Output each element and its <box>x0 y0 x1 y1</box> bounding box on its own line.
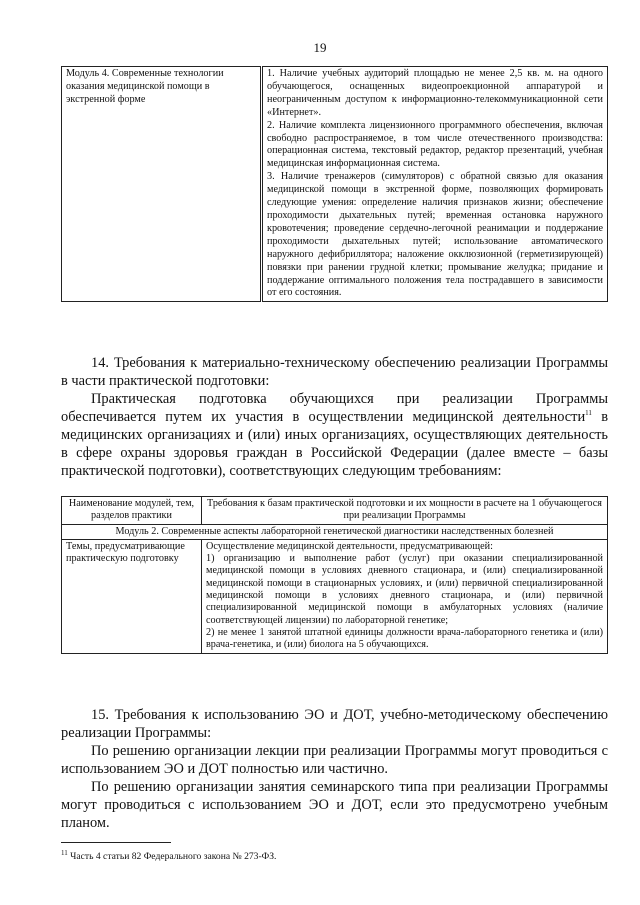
section-14-paragraph <box>61 390 608 480</box>
footnote-marker: 11 <box>61 848 68 857</box>
footnote-text: Часть 4 статьи 82 Федерального закона № 273-ФЗ. <box>67 851 277 862</box>
section-14-heading: 14. Требования к материально-техническому обеспечению реализации Программы в части практической подготовки: <box>61 355 608 389</box>
section-14 <box>61 354 608 480</box>
practice-bases-table <box>61 496 608 654</box>
footnote <box>61 848 277 862</box>
module-name-cell: Модуль 4. Современные технологии оказания медицинской помощи в экстренной форме <box>62 67 262 302</box>
requirement-item-1: 1) организацию и выполнение работ (услуг) при оказании специализированной медицинской помощи в условиях дневного стационара, и (или) специализированной медицинской помощи в стационарных условиях, и (или) первичной специализированной медицинской помощи в условиях дневного стационара, и (или) первичной специализированной медицинской помощи в амбулаторных условиях (наличие соответствующей лицензии) по лабораторной генетике; <box>206 553 603 626</box>
col1-header: Наименование модулей, тем, разделов практики <box>62 497 202 525</box>
section-15-paragraph-2: По решению организации занятия семинарского типа при реализации Программы могут проводиться с использованием ЭО и ДОТ, если это предусмотрено учебным планом. <box>61 779 608 831</box>
requirement-item: 2. Наличие комплекта лицензионного программного обеспечения, включая свободно распространяемое, в том числе отечественного производства: операционная система, текстовый редактор, редактор презентаций, учебная медицинская информационная система. <box>267 119 603 170</box>
page-number: 19 <box>313 40 327 55</box>
paragraph-text: Практическая подготовка обучающихся при реализации Программы обеспечивается путем их участия в осуществлении медицинской деятельности <box>61 391 608 425</box>
row-label: Темы, предусматривающие практическую подготовку <box>62 539 202 653</box>
paragraph-text-rest: в медицинских организациях и (или) иных организациях, осуществляющих деятельность в сфере охраны здоровья граждан в Российской Федерации (далее вместе – базы практической подготовки), соответствующих следующим требованиям: <box>61 409 608 479</box>
module-row: Модуль 2. Современные аспекты лабораторной генетической диагностики наследственных болезней <box>62 524 608 539</box>
footnote-divider <box>61 842 171 843</box>
section-15-paragraph-1: По решению организации лекции при реализации Программы могут проводиться с использованием ЭО и ДОТ полностью или частично. <box>61 743 608 777</box>
module4-requirements-table <box>61 66 608 302</box>
requirements-intro: Осуществление медицинской деятельности, предусматривающей: <box>206 540 493 552</box>
requirement-item: 1. Наличие учебных аудиторий площадью не менее 2,5 кв. м. на одного обучающегося, оснащенных видеопроекционной аппаратурой и неограниченным доступом к информационно-телекоммуникационной сети «Интернет». <box>267 68 603 118</box>
requirement-item-2: 2) не менее 1 занятой штатной единицы должности врача-лабораторного генетика и (или) врача-генетика, и (или) биолога на 5 обучающихся. <box>206 626 603 651</box>
footnote-ref: 11 <box>585 409 592 418</box>
section-15 <box>61 706 608 832</box>
requirement-item: 3. Наличие тренажеров (симуляторов) с обратной связью для оказания медицинской помощи в экстренной форме, позволяющих формировать следующие умения: определение наличия признаков жизни; обеспечение проходимости дыхательных путей; временная остановка наружного кровотечения; проведение сердечно-легочной реанимации и поддержание проходимости дыхательных путей; использование автоматического наружного дефибриллятора; наложение окклюзионной (герметизирующей) повязки при ранении грудной клетки; промывание желудка; придание и поддержание оптимального положения тела пострадавшего в зависимости от его состояния. <box>267 171 603 299</box>
requirements-cell <box>262 67 608 302</box>
section-15-heading: 15. Требования к использованию ЭО и ДОТ, учебно-методическому обеспечению реализации Программы: <box>61 707 608 741</box>
col2-header: Требования к базам практической подготовки и их мощности в расчете на 1 обучающегося при реализации Программы <box>202 497 608 525</box>
requirements-cell <box>202 539 608 653</box>
